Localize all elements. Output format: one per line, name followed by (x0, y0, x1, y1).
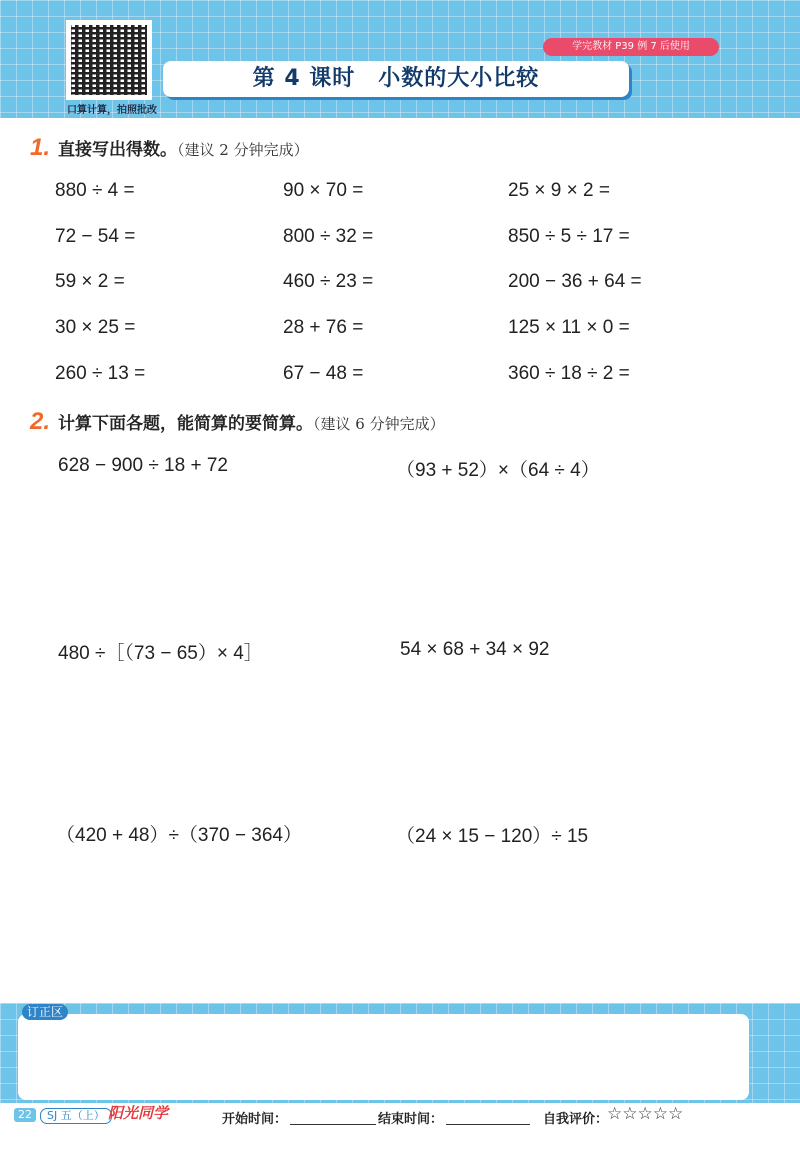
page-number: 22 (14, 1108, 36, 1122)
section-1-number: 1. (30, 134, 51, 161)
usage-ribbon: 学完教材 P39 例 7 后使用 (543, 38, 719, 56)
oral-expr: 59 × 2 = (55, 271, 125, 292)
section-2-number: 2. (30, 408, 51, 435)
end-time-label: 结束时间： (378, 1112, 444, 1127)
oral-expr: 880 ÷ 4 = (55, 180, 135, 201)
qr-code[interactable] (66, 20, 152, 100)
calc-problem: （24 × 15 − 120）÷ 15 (396, 826, 589, 847)
rating-stars[interactable]: ☆☆☆☆☆ (607, 1104, 684, 1124)
section-1-note: （建议 2 分钟完成） (177, 141, 309, 159)
oral-expr: 200 − 36 + 64 = (508, 271, 642, 292)
oral-expr: 800 ÷ 32 = (283, 226, 374, 247)
oral-expr: 360 ÷ 18 ÷ 2 = (508, 363, 630, 384)
lesson-title: 第 4 课时 小数的大小比较 (163, 61, 629, 97)
end-time-field[interactable] (446, 1124, 530, 1125)
oral-expr: 90 × 70 = (283, 180, 364, 201)
correction-label: 订正区 (22, 1004, 68, 1020)
correction-area[interactable] (18, 1014, 749, 1100)
calc-problem: 628 − 900 ÷ 18 + 72 (58, 455, 228, 476)
brand-logo: 阳光同学 (108, 1104, 169, 1122)
start-time-label: 开始时间： (222, 1112, 288, 1127)
oral-expr: 30 × 25 = (55, 317, 136, 338)
oral-expr: 72 − 54 = (55, 226, 136, 247)
oral-expr: 850 ÷ 5 ÷ 17 = (508, 226, 630, 247)
section-2-title (30, 408, 445, 436)
calc-problem: （93 + 52）×（64 ÷ 4） (396, 460, 600, 481)
calc-problem: 480 ÷［（73 − 65）× 4］ (58, 643, 263, 664)
oral-expr: 67 − 48 = (283, 363, 364, 384)
calc-problem: 54 × 68 + 34 × 92 (400, 639, 550, 660)
section-2-note: （建议 6 分钟完成） (313, 415, 445, 433)
oral-expr: 25 × 9 × 2 = (508, 180, 610, 201)
oral-expr: 125 × 11 × 0 = (508, 317, 630, 338)
oral-expr: 28 + 76 = (283, 317, 364, 338)
qr-caption: 口算计算，拍照批改 (67, 105, 157, 116)
series-tag: SJ 五（上） (40, 1108, 112, 1124)
section-2-heading: 计算下面各题，能简算的要简算。 (58, 414, 314, 434)
start-time-field[interactable] (290, 1124, 376, 1125)
section-1-heading: 直接写出得数。 (58, 140, 178, 160)
self-rating-label: 自我评价： (543, 1112, 609, 1127)
oral-expr: 460 ÷ 23 = (283, 271, 374, 292)
section-1-title (30, 134, 309, 162)
calc-problem: （420 + 48）÷（370 − 364） (56, 825, 302, 846)
oral-expr: 260 ÷ 13 = (55, 363, 146, 384)
